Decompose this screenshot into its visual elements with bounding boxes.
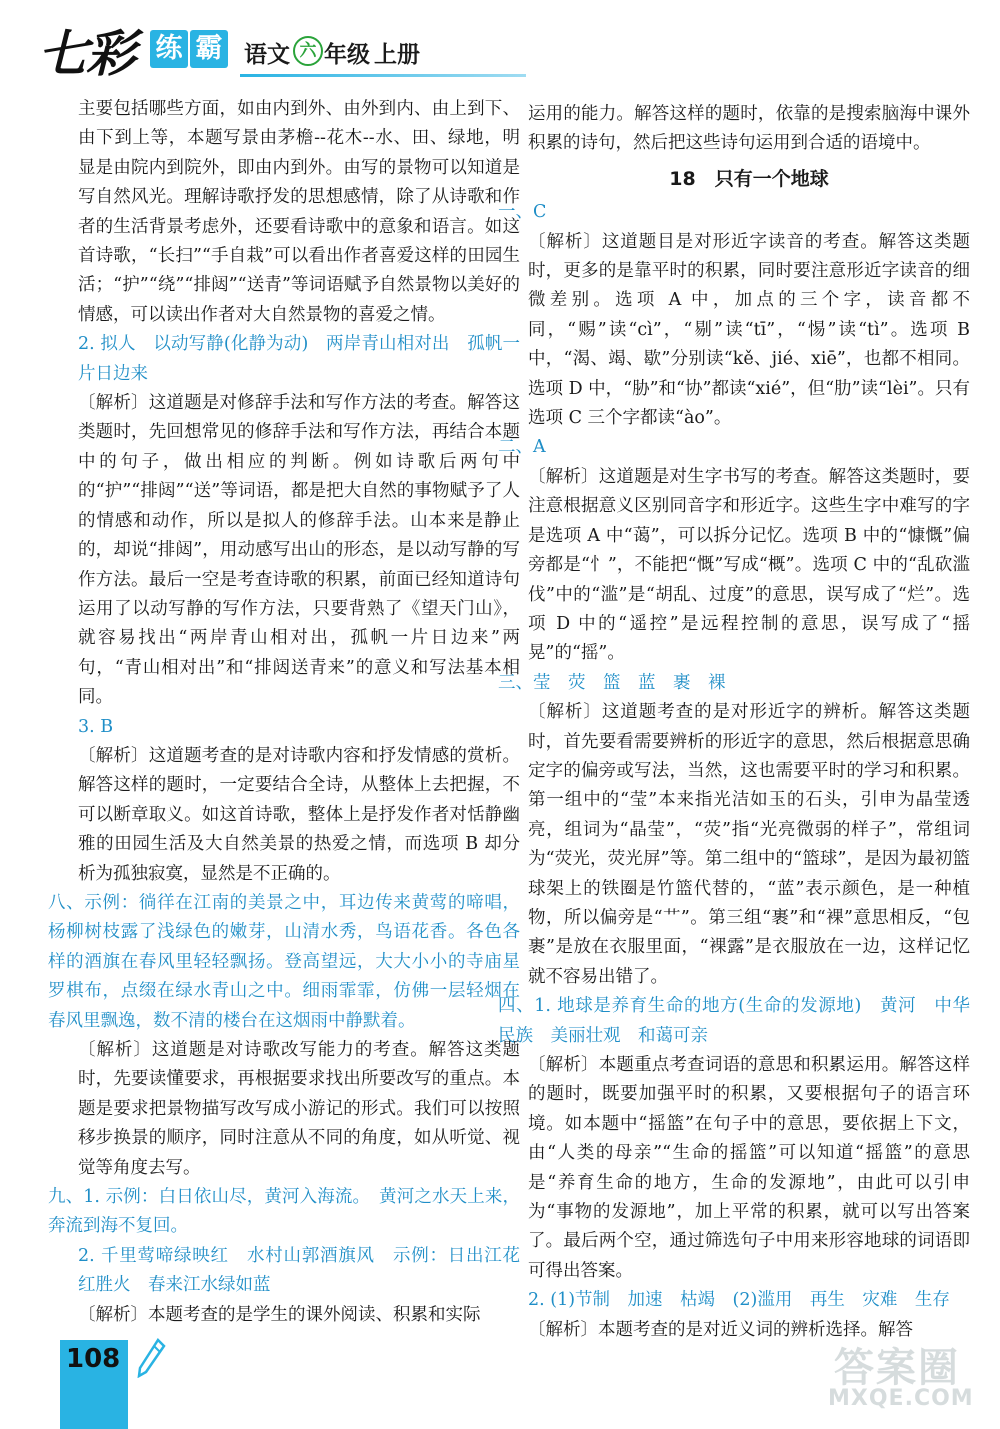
answer-line: 三、莹 荧 篮 蓝 裹 裸 [498, 672, 726, 693]
grade-circle-badge: 六 [293, 36, 323, 66]
answer-line: 四、1. 地球是养育生命的地方(生命的发源地) 黄河 中华民族 美丽壮观 和蔼可亲 [498, 996, 970, 1046]
explanation-paragraph: 〔解析〕本题考查的是对近义词的辨析选择。解答 [528, 1319, 913, 1340]
explanation-paragraph: 〔解析〕这道题目是对形近字读音的考查。解答这类题时，更多的是靠平时的积累，同时要注意形近字读音的细微差别。选项 A 中，加点的三个字，读音都不同，“赐”读“cì”，“剔”读“tī”，“惕”读“tì”。选项 B 中，“渴、竭、歇”分别读“kě、jié、xiē”，也都不相同。选项 D 中，“胁”和“协”都读“xié”，但“肋”读“lèi”。只有选项 C 三个字都读“ào”。 [528, 231, 970, 429]
answer-line: 3. B [78, 716, 114, 737]
brand-logo: 七彩 [38, 24, 134, 83]
header-underline [240, 74, 526, 77]
brand-box-ba: 霸 [190, 30, 228, 68]
answer-line: 九、1. 示例：白日依山尽，黄河入海流。 黄河之水天上来，奔流到海不复回。 [48, 1187, 520, 1237]
brand-box-lian: 练 [150, 30, 188, 68]
answer-line: 八、示例：徜徉在江南的美景之中，耳边传来黄莺的啼唱，杨柳树枝露了浅绿色的嫩芽，山清水秀，鸟语花香。各色各样的酒旗在春风里轻轻飘扬。登高望远，大大小小的寺庙星罗棋布，点缀在绿水青山之中。细雨霏霏，仿佛一层轻烟在春风里飘逸，数不清的楼台在这烟雨中静默着。 [48, 892, 520, 1031]
right-column [498, 100, 970, 1345]
explanation-paragraph: 〔解析〕本题考查的是学生的课外阅读、积累和实际 [78, 1304, 481, 1325]
explanation-paragraph: 运用的能力。解答这样的题时，依靠的是搜索脑海中课外积累的诗句，然后把这些诗句运用到合适的语境中。 [528, 104, 970, 154]
subject-label: 语文 [244, 42, 290, 68]
grade-label: 年级 [324, 42, 370, 68]
chapter-title: 18 只有一个地球 [669, 167, 829, 190]
explanation-paragraph: 〔解析〕这道题是对诗歌改写能力的考查。解答这类题时，先要读懂要求，再根据要求找出所要改写的重点。本题是要求把景物描写改写成小游记的形式。我们可以按照移步换景的顺序，同时注意从不同的角度，如从听觉、视觉等角度去写。 [78, 1040, 520, 1178]
watermark-url: MXQE.COM [828, 1386, 974, 1411]
page-number: 108 [66, 1344, 121, 1374]
answer-line: 一、C [498, 202, 547, 223]
watermark-text: 答案圈 [834, 1345, 960, 1391]
volume-label: 上册 [374, 42, 420, 68]
explanation-paragraph: 〔解析〕这道题考查的是对形近字的辨析。解答这类题时，首先要看需要辨析的形近字的意思，然后根据意思确定字的偏旁或写法，当然，这也需要平时的学习和积累。第一组中的“莹”本来指光洁如玉的石头，引申为晶莹透亮，组词为“晶莹”，“荧”指“光亮微弱的样子”，常组词为“荧光，荧光屏”等。第二组中的“篮球”，是因为最初篮球架上的铁圈是竹篮代替的，“蓝”表示颜色，是一种植物，所以偏旁是“艹”。第三组“裹”和“裸”意思相反，“包裹”是放在衣服里面，“裸露”是衣服放在一边，这样记忆就不容易出错了。 [528, 702, 970, 987]
explanation-paragraph: 主要包括哪些方面，如由内到外、由外到内、由上到下、由下到上等，本题写景由茅檐--花木--水、田、绿地，明显是由院内到院外，即由内到外。由写的景物可以知道是写自然风光。理解诗歌抒发的思想感情，除了从诗歌和作者的生活背景考虑外，还要看诗歌中的意象和语言。如这首诗歌，“长扫”“手自栽”可以看出作者喜爱这样的田园生活；“护”“绕”“排闼”“送青”等词语赋予自然景物以美好的情感，可以读出作者对大自然景物的喜爱之情。 [78, 99, 520, 325]
answer-line: 二、A [498, 437, 546, 458]
page-header [0, 0, 1000, 92]
explanation-paragraph: 〔解析〕这道题是对生字书写的考查。解答这类题时，要注意根据意义区别同音字和形近字。这些生字中难写的字是选项 A 中“蔼”，可以拆分记忆。选项 B 中的“慷慨”偏旁都是“忄”，不能把“慨”写成“概”。选项 C 中的“乱砍滥伐”中的“滥”是“胡乱、过度”的意思，误写成了“烂”。选项 D 中的“遥控”是远程控制的意思，误写成了“摇晃”的“摇”。 [528, 466, 970, 664]
explanation-paragraph: 〔解析〕这道题是对修辞手法和写作方法的考查。解答这类题时，先回想常见的修辞手法和写作方法，再结合本题中的句子，做出相应的判断。例如诗歌后两句中的“护”“排闼”“送”等词语，都是把大自然的事物赋予了人的情感和动作，所以是拟人的修辞手法。山本来是静止的，却说“排闼”，用动感写出山的形态，是以动写静的写作方法。最后一空是考查诗歌的积累，前面已经知道诗句运用了以动写静的写作方法，只要背熟了《望天门山》，就容易找出“两岸青山相对出，孤帆一片日边来”两句，“青山相对出”和“排闼送青来”的意义和写法基本相同。 [78, 393, 520, 708]
answer-line: 2. (1)节制 加速 枯竭 (2)滥用 再生 灾难 生存 [528, 1290, 950, 1311]
left-column [48, 95, 520, 1330]
watermark-logo [828, 1336, 998, 1426]
answer-line: 2. 千里莺啼绿映红 水村山郭酒旗风 示例：日出江花红胜火 春来江水绿如蓝 [78, 1245, 520, 1296]
explanation-paragraph: 〔解析〕这道题考查的是对诗歌内容和抒发情感的赏析。解答这样的题时，一定要结合全诗，从整体上去把握，不可以断章取义。如这首诗歌，整体上是抒发作者对恬静幽雅的田园生活及大自然美景的热爱之情，而选项 B 却分析为孤独寂寞，显然是不正确的。 [78, 745, 520, 884]
answer-line: 2. 拟人 以动写静(化静为动) 两岸青山相对出 孤帆一片日边来 [78, 334, 520, 384]
explanation-paragraph: 〔解析〕本题重点考查词语的意思和积累运用。解答这样的题时，既要加强平时的积累，又要根据句子的语言环境。如本题中“摇篮”在句子中的意思，要依据上下文，由“人类的母亲”“生命的摇篮”可以知道“摇篮”的意思是“养育生命的地方，生命的发源地”，由此可以引申为“事物的发源地”，加上平常的积累，就可以写出答案了。最后两个空，通过筛选句子中用来形容地球的词语即可得出答案。 [528, 1055, 970, 1281]
pencil-icon [136, 1338, 166, 1378]
